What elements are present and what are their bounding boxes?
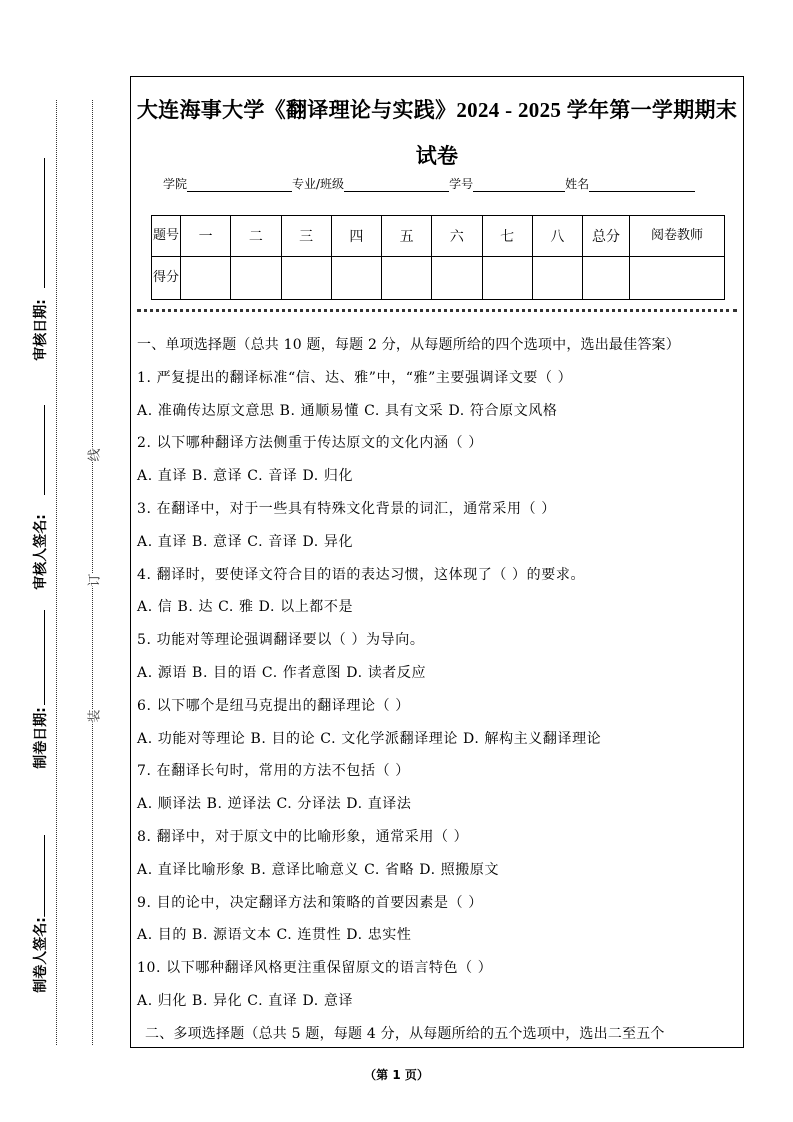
score-header-8: 八 xyxy=(532,216,582,257)
score-header-4: 四 xyxy=(331,216,381,257)
options-1: A. 准确传达原文意思 B. 通顺易懂 C. 具有文采 D. 符合原文风格 xyxy=(137,402,558,419)
score-header-6: 六 xyxy=(432,216,482,257)
reviewer-signature-field[interactable] xyxy=(44,405,45,495)
name-label: 姓名 xyxy=(565,177,590,191)
score-header-3: 三 xyxy=(281,216,331,257)
name-field[interactable] xyxy=(589,179,695,192)
question-3: 3. 在翻译中，对于一些具有特殊文化背景的词汇，通常采用（ ） xyxy=(137,500,556,517)
score-header-5: 五 xyxy=(382,216,432,257)
options-6: A. 功能对等理论 B. 目的论 C. 文化学派翻译理论 D. 解构主义翻译理论 xyxy=(137,730,602,747)
options-5: A. 源语 B. 目的语 C. 作者意图 D. 读者反应 xyxy=(137,664,427,681)
review-date-field[interactable] xyxy=(44,158,45,288)
major-class-field[interactable] xyxy=(344,179,449,192)
question-8: 8. 翻译中，对于原文中的比喻形象，通常采用（ ） xyxy=(137,828,469,845)
options-7: A. 顺译法 B. 逆译法 C. 分译法 D. 直译法 xyxy=(137,796,412,813)
score-cell-8[interactable] xyxy=(532,257,582,300)
question-9: 9. 目的论中，决定翻译方法和策略的首要因素是（ ） xyxy=(137,894,483,911)
score-cell-5[interactable] xyxy=(382,257,432,300)
major-class-label: 专业/班级 xyxy=(292,177,345,191)
compile-date-field[interactable] xyxy=(44,610,45,705)
question-1: 1. 严复提出的翻译标准“信、达、雅”中，“雅”主要强调译文要（ ） xyxy=(137,369,573,386)
options-9: A. 目的 B. 源语文本 C. 连贯性 D. 忠实性 xyxy=(137,927,412,944)
reviewer-signature-label: 审核人签名: xyxy=(28,514,52,590)
review-date-label: 审核日期: xyxy=(28,299,52,361)
question-6: 6. 以下哪个是纽马克提出的翻译理论（ ） xyxy=(137,697,410,714)
score-cell-4[interactable] xyxy=(331,257,381,300)
score-cell-2[interactable] xyxy=(231,257,281,300)
compiler-signature-label: 制卷人签名: xyxy=(28,917,52,993)
options-4: A. 信 B. 达 C. 雅 D. 以上都不是 xyxy=(137,599,354,616)
score-header-7: 七 xyxy=(482,216,532,257)
section2-heading: 二、多项选择题（总共 5 题，每题 4 分，从每题所给的五个选项中，选出二至五个 xyxy=(145,1025,665,1042)
score-cell-1[interactable] xyxy=(181,257,231,300)
question-5: 5. 功能对等理论强调翻译要以（ ）为导向。 xyxy=(137,632,425,649)
title-line-1: 大连海事大学《翻译理论与实践》2024 - 2025 学年第一学期期末 xyxy=(136,98,738,122)
student-info-row xyxy=(163,175,723,192)
question-2: 2. 以下哪种翻译方法侧重于传达原文的文化内涵（ ） xyxy=(137,435,483,452)
score-cell-7[interactable] xyxy=(482,257,532,300)
question-4: 4. 翻译时，要使译文符合目的语的表达习惯，这体现了（ ）的要求。 xyxy=(137,566,586,583)
student-id-label: 学号 xyxy=(449,177,474,191)
question-10: 10. 以下哪种翻译风格更注重保留原文的语言特色（ ） xyxy=(137,960,493,977)
score-cell-6[interactable] xyxy=(432,257,482,300)
score-row-label: 得分 xyxy=(152,257,181,300)
cut-mark-zhuang: 装 xyxy=(81,709,106,722)
score-header-2: 二 xyxy=(231,216,281,257)
exam-content xyxy=(137,329,741,1051)
header-separator xyxy=(137,309,737,312)
compiler-signature-field[interactable] xyxy=(44,835,45,925)
options-8: A. 直译比喻形象 B. 意译比喻意义 C. 省略 D. 照搬原文 xyxy=(137,861,500,878)
college-field[interactable] xyxy=(187,179,292,192)
score-header-total: 总分 xyxy=(583,216,630,257)
section1-heading: 一、单项选择题（总共 10 题，每题 2 分，从每题所给的四个选项中，选出最佳答案） xyxy=(137,337,680,353)
exam-frame xyxy=(130,76,744,1048)
score-cell-grader[interactable] xyxy=(630,257,725,300)
score-header-grader: 阅卷教师 xyxy=(630,216,725,257)
options-10: A. 归化 B. 异化 C. 直译 D. 意译 xyxy=(137,992,354,1009)
cut-mark-ding: 订 xyxy=(81,573,106,586)
compile-date-label: 制卷日期: xyxy=(28,707,52,769)
options-2: A. 直译 B. 意译 C. 音译 D. 归化 xyxy=(137,468,354,485)
score-header-1: 一 xyxy=(181,216,231,257)
cut-mark-xian: 线 xyxy=(81,448,106,461)
title-line-2: 试卷 xyxy=(415,144,459,168)
score-cell-total[interactable] xyxy=(583,257,630,300)
page-number: （第 1 页） xyxy=(364,1068,429,1082)
question-7: 7. 在翻译长句时，常用的方法不包括（ ） xyxy=(137,763,410,780)
score-header-question: 题号 xyxy=(152,216,181,257)
score-table xyxy=(151,215,725,300)
binding-line-outer xyxy=(56,100,57,1045)
score-cell-3[interactable] xyxy=(281,257,331,300)
college-label: 学院 xyxy=(163,177,188,191)
options-3: A. 直译 B. 意译 C. 音译 D. 异化 xyxy=(137,533,354,550)
exam-title xyxy=(131,87,743,179)
student-id-field[interactable] xyxy=(473,179,565,192)
